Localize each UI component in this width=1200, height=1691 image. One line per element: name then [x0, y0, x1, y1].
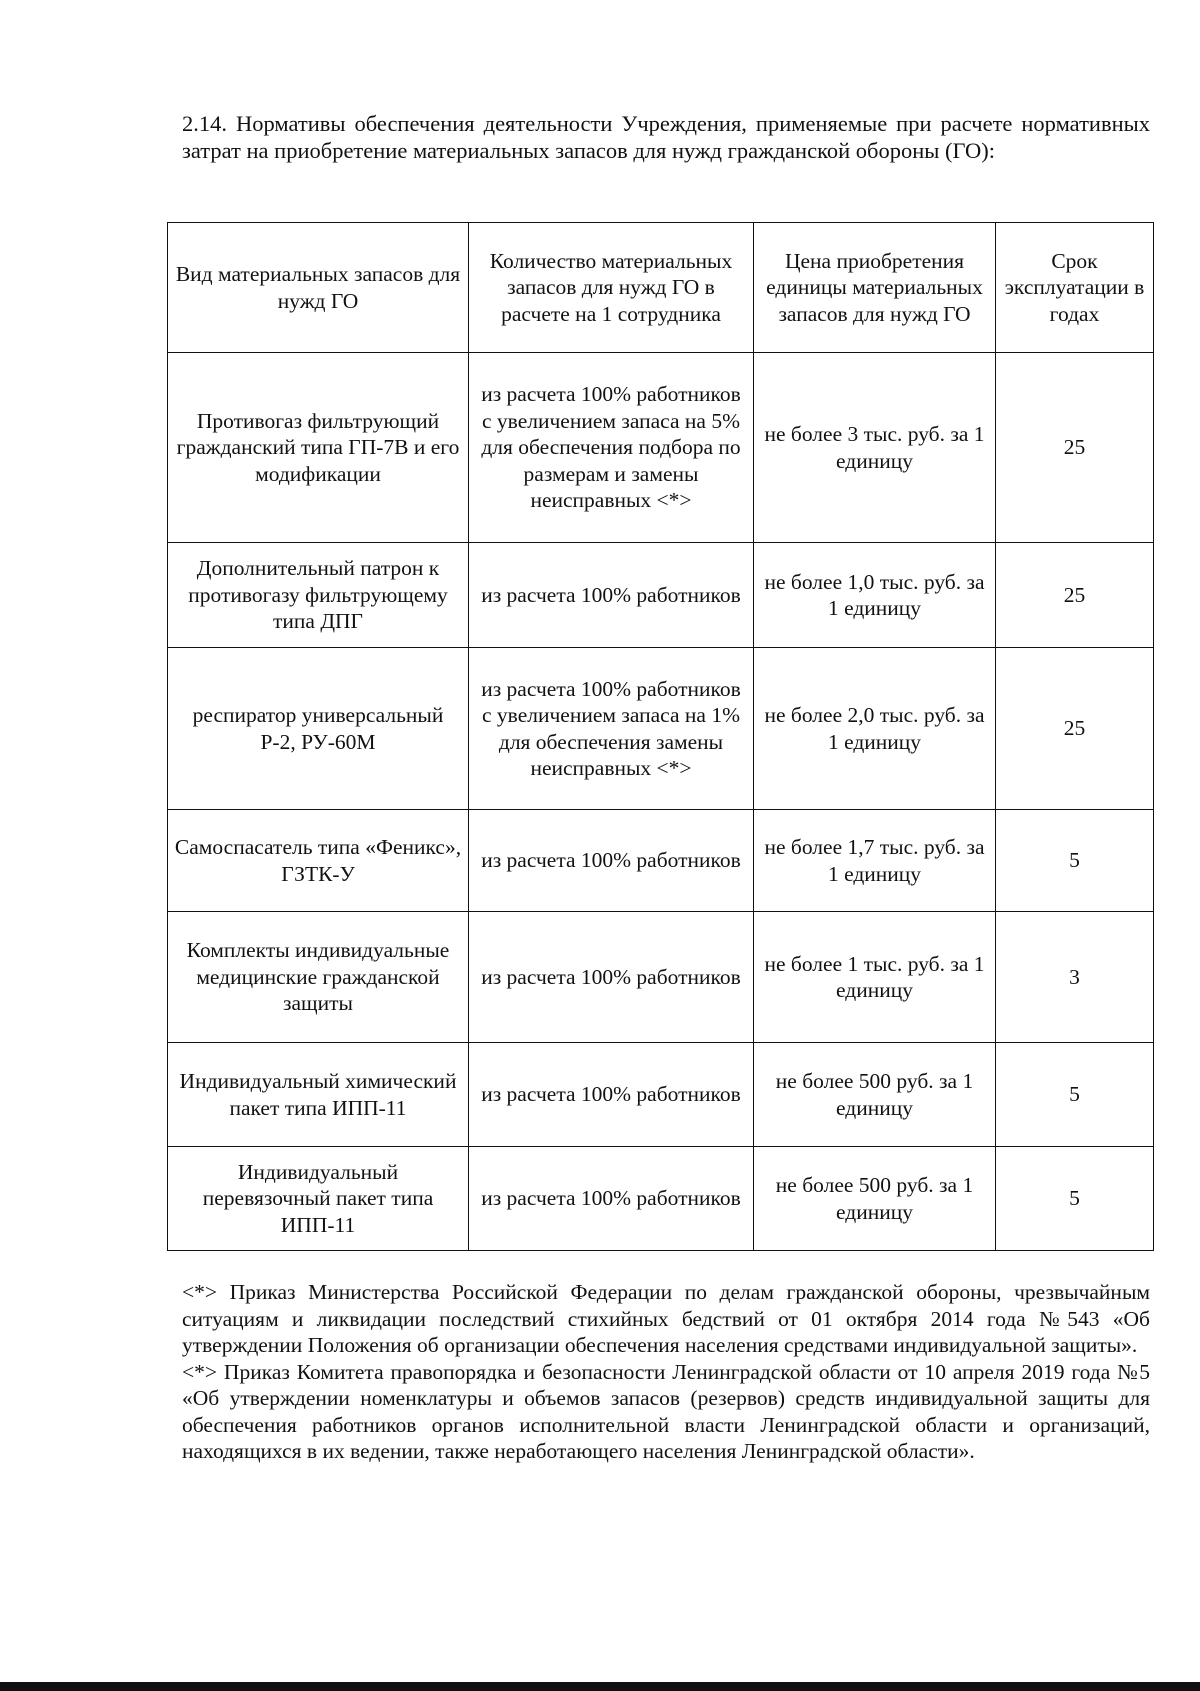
header-type: Вид материальных запасов для нужд ГО	[168, 223, 469, 353]
cell-quantity: из расчета 100% работников	[469, 1147, 754, 1251]
cell-price: не более 500 руб. за 1 единицу	[754, 1147, 996, 1251]
cell-term: 5	[996, 1043, 1154, 1147]
table-row	[168, 543, 1154, 648]
cell-price: не более 3 тыс. руб. за 1 единицу	[754, 353, 996, 543]
cell-price: не более 500 руб. за 1 единицу	[754, 1043, 996, 1147]
footnote-committee-order: <*> Приказ Комитета правопорядка и безопасности Ленинградской области от 10 апреля 2019 года №5 «Об утверждении номенклатуры и объемов запасов (резервов) средств индивидуальной защиты для обеспечения работников органов исполнительной власти Ленинградской области и организаций, находящихся в их ведении, также неработающего населения Ленинградской области».	[182, 1359, 1150, 1463]
cell-term: 25	[996, 353, 1154, 543]
cell-price: не более 1 тыс. руб. за 1 единицу	[754, 912, 996, 1043]
cell-term: 25	[996, 648, 1154, 810]
cell-term: 5	[996, 810, 1154, 912]
cell-type: Дополнительный патрон к противогазу фильтрующему типа ДПГ	[168, 543, 469, 648]
cell-price: не более 1,0 тыс. руб. за 1 единицу	[754, 543, 996, 648]
cell-term: 5	[996, 1147, 1154, 1251]
cell-price: не более 1,7 тыс. руб. за 1 единицу	[754, 810, 996, 912]
cell-type: Комплекты индивидуальные медицинские гражданской защиты	[168, 912, 469, 1043]
cell-type: респиратор универсальный Р-2, РУ-60М	[168, 648, 469, 810]
header-quantity: Количество материальных запасов для нужд ГО в расчете на 1 сотрудника	[469, 223, 754, 353]
table-row	[168, 648, 1154, 810]
table-header-row	[168, 223, 1154, 353]
table-row	[168, 912, 1154, 1043]
cell-type: Индивидуальный химический пакет типа ИПП-11	[168, 1043, 469, 1147]
cell-term: 25	[996, 543, 1154, 648]
cell-type: Индивидуальный перевязочный пакет типа ИПП-11	[168, 1147, 469, 1251]
cell-type: Самоспасатель типа «Феникс», ГЗТК-У	[168, 810, 469, 912]
header-term: Срок эксплуатации в годах	[996, 223, 1154, 353]
footnote-mchs-order: <*> Приказ Министерства Российской Федерации по делам гражданской обороны, чрезвычайным ситуациям и ликвидации последствий стихийных бедствий от 01 октября 2014 года №543 «Об утверждении Положения об организации обеспечения населения средствами индивидуальной защиты».	[182, 1280, 1150, 1357]
cell-quantity: из расчета 100% работников с увеличением запаса на 1% для обеспечения замены неисправных <*>	[469, 648, 754, 810]
table-row	[168, 1043, 1154, 1147]
section-intro: 2.14. Нормативы обеспечения деятельности Учреждения, применяемые при расчете нормативных затрат на приобретение материальных запасов для нужд гражданской обороны (ГО):	[182, 111, 1150, 163]
cell-type: Противогаз фильтрующий гражданский типа ГП-7В и его модификации	[168, 353, 469, 543]
page-bottom-border	[0, 1682, 1200, 1691]
cell-quantity: из расчета 100% работников	[469, 810, 754, 912]
cell-quantity: из расчета 100% работников с увеличением запаса на 5% для обеспечения подбора по размерам и замены неисправных <*>	[469, 353, 754, 543]
header-price: Цена приобретения единицы материальных запасов для нужд ГО	[754, 223, 996, 353]
cell-quantity: из расчета 100% работников	[469, 912, 754, 1043]
table-row	[168, 1147, 1154, 1251]
norms-table	[167, 222, 1154, 1251]
cell-quantity: из расчета 100% работников	[469, 543, 754, 648]
cell-term: 3	[996, 912, 1154, 1043]
table-row	[168, 353, 1154, 543]
cell-price: не более 2,0 тыс. руб. за 1 единицу	[754, 648, 996, 810]
table-row	[168, 810, 1154, 912]
footnotes	[182, 1279, 1150, 1465]
cell-quantity: из расчета 100% работников	[469, 1043, 754, 1147]
